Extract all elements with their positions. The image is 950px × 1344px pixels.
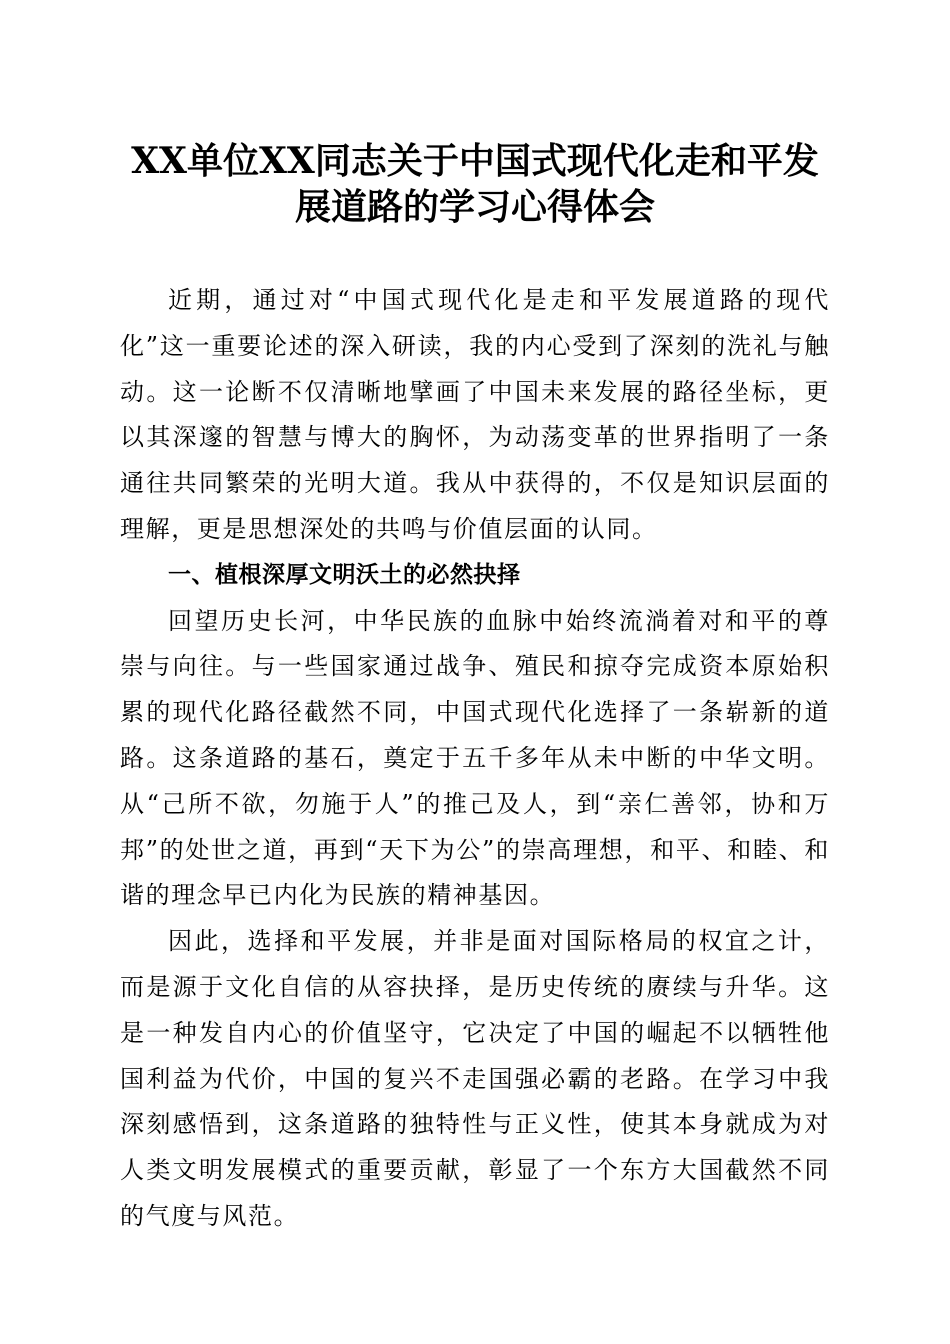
section-1-paragraph-2: 因此，选择和平发展，并非是面对国际格局的权宜之计，而是源于文化自信的从容抉择，是历史传统的赓续与升华。这是一种发自内心的价值坚守，它决定了中国的崛起不以牺牲他国利益为代价，中国的复兴不走国强必霸的老路。在学习中我深刻感悟到，这条道路的独特性与正义性，使其本身就成为对人类文明发展模式的重要贡献，彰显了一个东方大国截然不同的气度与风范。 (120, 927, 830, 1230)
section-1-heading: 一、植根深厚文明沃土的必然抉择 (168, 561, 521, 588)
document-title (100, 138, 850, 230)
title-line-1: XX单位XX同志关于中国式现代化走和平发 (131, 140, 819, 182)
intro-paragraph: 近期，通过对“中国式现代化是走和平发展道路的现代化”这一重要论述的深入研读，我的内心受到了深刻的洗礼与触动。这一论断不仅清晰地擘画了中国未来发展的路径坐标，更以其深邃的智慧与博大的胸怀，为动荡变革的世界指明了一条通往共同繁荣的光明大道。我从中获得的，不仅是知识层面的理解，更是思想深处的共鸣与价值层面的认同。 (120, 286, 830, 543)
title-line-2: 展道路的学习心得体会 (294, 186, 655, 228)
document-body (120, 278, 830, 1240)
section-1-paragraph-1: 回望历史长河，中华民族的血脉中始终流淌着对和平的尊崇与向往。与一些国家通过战争、殖民和掠夺完成资本原始积累的现代化路径截然不同，中国式现代化选择了一条崭新的道路。这条道路的基石，奠定于五千多年从未中断的中华文明。从“己所不欲，勿施于人”的推己及人，到“亲仁善邻，协和万邦”的处世之道，再到“天下为公”的崇高理想，和平、和睦、和谐的理念早已内化为民族的精神基因。 (120, 606, 830, 910)
